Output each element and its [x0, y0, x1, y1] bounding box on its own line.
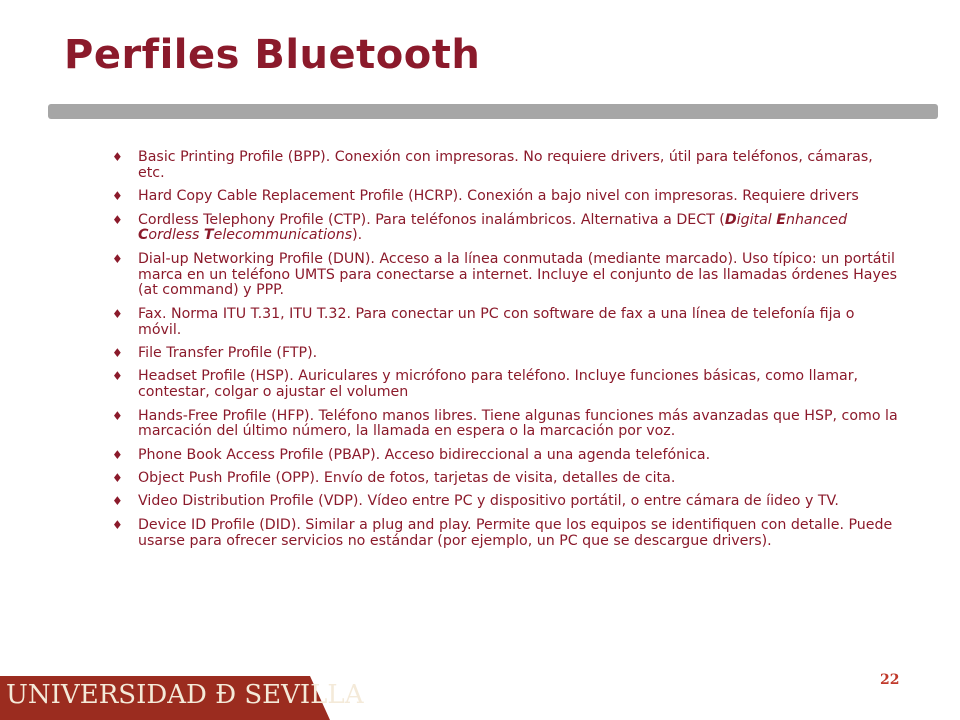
list-item — [112, 346, 902, 362]
item-text: Basic Printing Profile (BPP). Conexión con impresoras. No requiere drivers, útil para teléfonos, cámaras, etc. — [138, 149, 873, 181]
item-text: File Transfer Profile (FTP). — [138, 344, 318, 361]
item-text: Hands-Free Profile (HFP). Teléfono manos libres. Tiene algunas funciones más avanzadas que HSP, como la marcación del último número, la llamada en espera o la marcación por voz. — [138, 407, 898, 440]
diamond-bullet-icon: ♦ — [112, 150, 123, 164]
diamond-bullet-icon: ♦ — [112, 212, 123, 227]
diamond-bullet-icon: ♦ — [112, 471, 123, 486]
item-text: Video Distribution Profile (VDP). Vídeo entre PC y dispositivo portátil, o entre cámara de íideo y TV. — [138, 493, 839, 510]
title-divider — [48, 104, 938, 119]
item-text: Cordless Telephony Profile (CTP). Para teléfonos inalámbricos. Alternativa a DECT ( — [138, 211, 725, 228]
list-item — [112, 252, 902, 299]
acronym-initial: C — [138, 227, 149, 244]
diamond-bullet-icon: ♦ — [112, 517, 123, 532]
list-item — [112, 307, 902, 339]
acronym-rest: ordless — [148, 227, 204, 244]
list-item — [112, 409, 902, 441]
acronym-initial: E — [776, 211, 786, 228]
item-text: Dial-up Networking Profile (DUN). Acceso a la línea conmutada (mediante marcado). Uso típico: un portátil marca en un teléfono UMTS para conectarse a internet. Incluye el conjunto de las llamadas órdenes Hayes (at command) y PPP. — [138, 250, 898, 299]
list-item — [112, 150, 902, 182]
list-item — [112, 518, 902, 550]
acronym-rest: igital — [736, 211, 777, 228]
diamond-bullet-icon: ♦ — [112, 306, 123, 321]
university-logo: UNIVERSIDAD Ð SEVILLA — [6, 680, 364, 710]
diamond-bullet-icon: ♦ — [112, 345, 123, 360]
diamond-bullet-icon: ♦ — [112, 494, 123, 509]
list-item — [112, 189, 902, 205]
item-text: Object Push Profile (OPP). Envío de fotos, tarjetas de visita, detalles de cita. — [138, 470, 676, 487]
diamond-bullet-icon: ♦ — [112, 189, 123, 204]
diamond-bullet-icon: ♦ — [112, 251, 123, 266]
profile-list — [112, 150, 902, 557]
item-text: Fax. Norma ITU T.31, ITU T.32. Para conectar un PC con software de fax a una línea de telefonía fija o móvil. — [138, 305, 855, 338]
list-item — [112, 494, 902, 510]
diamond-bullet-icon: ♦ — [112, 408, 123, 423]
slide-title: Perfiles Bluetooth — [64, 32, 481, 78]
item-text: Device ID Profile (DID). Similar a plug and play. Permite que los equipos se identifiquen con detalle. Puede usarse para ofrecer servicios no estándar (por ejemplo, un PC que se descargue drivers). — [138, 516, 893, 549]
acronym-rest: elecommunications — [213, 227, 353, 244]
item-text: Headset Profile (HSP). Auriculares y micrófono para teléfono. Incluye funciones básicas, como llamar, contestar, colgar o ajustar el volumen — [138, 368, 859, 401]
item-text-end: ). — [352, 227, 363, 244]
acronym-initial: T — [203, 227, 214, 244]
item-text: Phone Book Access Profile (PBAP). Acceso bidireccional a una agenda telefónica. — [138, 446, 711, 463]
list-item — [112, 213, 902, 245]
diamond-bullet-icon: ♦ — [112, 369, 123, 384]
list-item — [112, 471, 902, 487]
list-item — [112, 448, 902, 464]
list-item — [112, 369, 902, 401]
diamond-bullet-icon: ♦ — [112, 447, 123, 462]
item-text: Hard Copy Cable Replacement Profile (HCRP). Conexión a bajo nivel con impresoras. Requiere drivers — [138, 188, 859, 205]
page-number: 22 — [880, 672, 900, 688]
acronym-rest: nhanced — [785, 211, 848, 228]
acronym-initial: D — [724, 211, 737, 228]
